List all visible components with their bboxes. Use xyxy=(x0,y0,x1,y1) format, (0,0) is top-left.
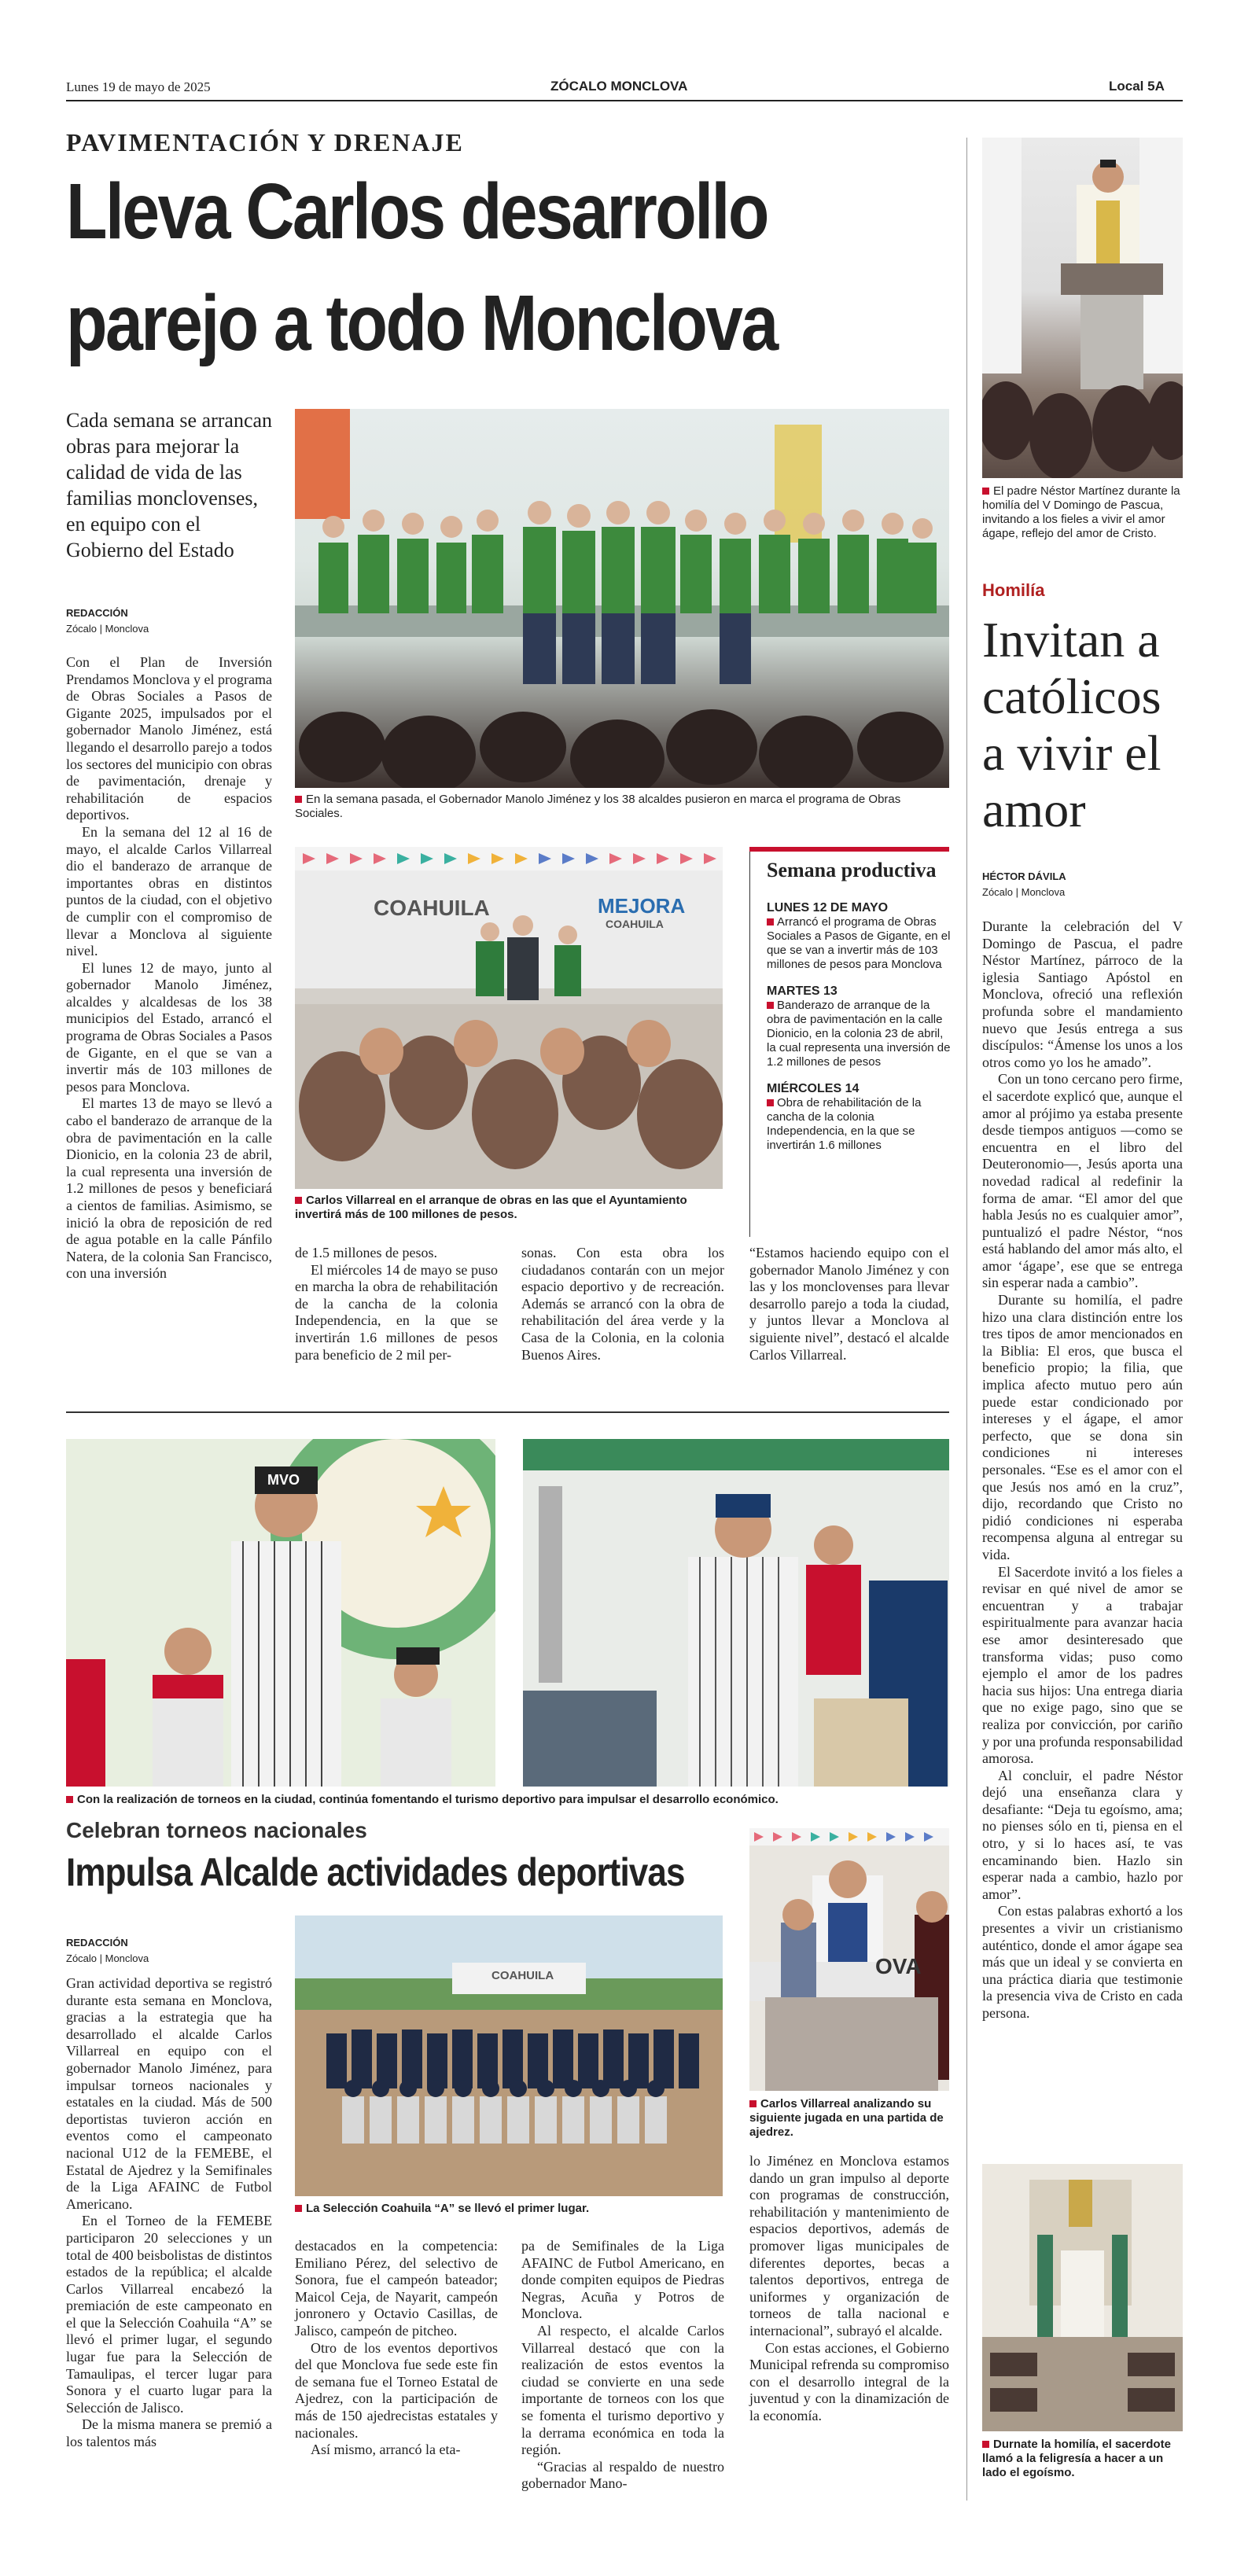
sidebar-divider xyxy=(749,852,750,1237)
sports-column-3 xyxy=(521,2238,724,2493)
sports-wide-caption xyxy=(66,1793,949,1807)
church-caption xyxy=(982,2438,1183,2480)
banner-coahuila-small: COAHUILA xyxy=(606,918,664,930)
right-headline: Invitan a católicos a vivir el amor xyxy=(982,612,1161,837)
sports-column-1 xyxy=(66,1975,272,2451)
chess-caption xyxy=(749,2097,949,2140)
chess-banner-text: OVA xyxy=(875,1954,922,1978)
chess-photo xyxy=(749,1828,949,2091)
main-byline-name: REDACCIÓN xyxy=(66,607,128,619)
main-headline-line2: parejo a todo Monclova xyxy=(66,279,777,367)
priest-photo xyxy=(982,138,1183,478)
priest-caption xyxy=(982,484,1183,541)
sidebar-title: Semana productiva xyxy=(767,859,937,881)
sports-column-2 xyxy=(295,2238,498,2459)
villarreal-event-photo xyxy=(295,847,723,1189)
sports-col2-paragraph: Así mismo, arrancó la eta- xyxy=(311,2442,461,2458)
main-headline-line1: Lleva Carlos desarrollo xyxy=(66,167,768,256)
right-section-tag: Homilía xyxy=(982,580,1045,600)
team-caption xyxy=(295,2202,723,2216)
sidebar-day-2: MARTES 13 xyxy=(767,984,838,998)
team-caption-text: La Selección Coahuila “A” se llevó el primer lugar. xyxy=(306,2202,590,2215)
masthead-rule xyxy=(66,100,1183,101)
church-photo xyxy=(982,2164,1183,2431)
fans-photo xyxy=(523,1439,949,1787)
caption-marker-icon xyxy=(295,2205,302,2212)
main-column-4 xyxy=(749,1245,949,1363)
main-col1-paragraph: El lunes 12 de mayo, junto al gobernador Manolo Jiménez, alcaldes y alcaldesas de los 38 municipios del Estado, arrancó el programa de Obras Sociales a Pasos de Gigante, en el que se van a invertir más de 103 millones de pesos para Monclova. xyxy=(66,959,272,1095)
issue-date: Lunes 19 de mayo de 2025 xyxy=(66,79,211,94)
cap-logo-text: MVO xyxy=(267,1472,300,1488)
sports-col4-paragraph: Con estas acciones, el Gobierno Municipal refrenda su compromiso con el desarrollo integral de la juventud y con la dinamización de la economía. xyxy=(749,2339,949,2423)
team-photo xyxy=(295,1915,723,2196)
sports-wide-caption-text: Con la realización de torneos en la ciudad, continúa fomentando el turismo deportivo para impulsar el desarrollo económico. xyxy=(77,1793,779,1806)
right-paragraph: Al concluir, el padre Néstor dejó una enseñanza clara y desafiante: “Deja tu egoísmo, ama; no pienses sólo en ti, piensa en el otro, y si lo haces así, te vas encaminando bien. Hazlo sin esperar nada a cambio, hazlo por amor”. xyxy=(982,1767,1183,1902)
governor-event-caption-text: En la semana pasada, el Gobernador Manolo Jiménez y los 38 alcaldes pusieron en marca el programa de Obras Sociales. xyxy=(295,793,901,820)
right-paragraph: Con estas palabras exhortó a los presentes a vivir un cristianismo auténtico, donde el amor ágape sea más que un ideal y se convierta en una práctica diaria que testimonie la presencia viva de Cristo en cada persona. xyxy=(982,1903,1183,2021)
sports-byline-name: REDACCIÓN xyxy=(66,1937,128,1949)
priest-caption-text: El padre Néstor Martínez durante la homilía del V Domingo de Pascua, invitando a los fieles a vivir el amor ágape, reflejo del amor de Cristo. xyxy=(982,484,1180,540)
priest-illustration xyxy=(982,138,1183,478)
main-col3-paragraph: sonas. Con esta obra los ciudadanos contarán con un mejor espacio deportivo y de recreación. Además se arrancó con la obra de rehabilitación del área verde y la Casa de la Colonia, en la colonia Buenos Aires. xyxy=(521,1245,724,1363)
caption-marker-icon xyxy=(295,796,302,803)
sports-col1-paragraph: En el Torneo de la FEMEBE participaron 20 selecciones y un total de 400 beisbolistas de distintos estados de la república; el alcalde Carlos Villarreal encabezó la premiación de este campeonato en el que la Selección Coahuila “A” se llevó el primer lugar, el segundo lugar fue para la Selección de Tamaulipas, el tercer lugar para Sonora y el cuarto lugar para la Selección de Jalisco. xyxy=(66,2213,272,2416)
governor-event-illustration xyxy=(295,409,949,788)
main-col2-paragraph: de 1.5 millones de pesos. xyxy=(295,1245,437,1260)
right-paragraph: Durante su homilía, el padre hizo una clara distinción entre los tres tipos de amor mencionados en la Biblia: El eros, que busca el beneficio propio; la filia, que implica afecto mutuo pero aún puede estar condicionado por intereses y el ágape, el amor perfecto, que se dona sin condiciones ni intereses personales. “Ese es el amor con el que Jesús nos amó en la cruz”, dijo, recordando que Cristo no pidió condiciones ni esperaba recompensa alguna al entregar su vida. xyxy=(982,1292,1183,1562)
main-column-3 xyxy=(521,1245,724,1363)
right-paragraph: El Sacerdote invitó a los fieles a revisar en qué nivel de amor se encuentran y a trabajar espiritualmente para avanzar hacia ese amor desinteresado que transforma vidas; puso como ejemplo el amor de los padres hacia sus hijos: Una entrega diaria que no exige pago, sino que se realiza por convicción, por cariño y por una profunda responsabilidad amorosa. xyxy=(982,1563,1183,1767)
governor-event-photo xyxy=(295,409,949,788)
church-caption-text: Durnate la homilía, el sacerdote llamó a la feligresía a hacer a un lado el egoísmo. xyxy=(982,2438,1171,2479)
bullet-icon xyxy=(767,1002,774,1009)
main-kicker: PAVIMENTACIÓN Y DRENAJE xyxy=(66,128,464,156)
main-col2-paragraph: El miércoles 14 de mayo se puso en marcha la obra de rehabilitación de la cancha de la colonia Independencia, en la que se invertirán 1.6 millones de pesos para beneficio de 2 mil per- xyxy=(295,1261,498,1363)
sidebar-text-1: Arrancó el programa de Obras Sociales a Pasos de Gigante, en el que se van a invertir más de 103 millones de pesos para Monclova xyxy=(767,915,951,971)
bullet-icon xyxy=(767,918,774,926)
governor-event-caption xyxy=(295,793,949,821)
main-column-1 xyxy=(66,654,272,1282)
main-col4-paragraph: “Estamos haciendo equipo con el gobernador Manolo Jiménez y con las y los monclovenses para llevar desarrollo parejo a toda la ciudad, y juntos llevar a Monclova al siguiente nivel”, destacó el alcalde Carlos Villarreal. xyxy=(749,1245,949,1363)
chess-caption-text: Carlos Villarreal analizando su siguiente jugada en una partida de ajedrez. xyxy=(749,2097,944,2139)
sports-col2-paragraph: destacados en la competencia: Emiliano Pérez, del selectivo de Sonora, fue el campeón bateador; Maicol Ceja, de Nayarit, campeón jonronero y Octavio Casillas, de Jalisco, campeón de pitcheo. xyxy=(295,2238,498,2339)
sidebar-day-3: MIÉRCOLES 14 xyxy=(767,1082,860,1095)
right-paragraph: Durante la celebración del V Domingo de Pascua, el padre Néstor Martínez, párroco de la iglesia Santiago Apóstol en Monclova, ofreció una reflexión profunda sobre el mandamiento nuevo que Jesús entrega a sus discípulos: “Ámense los unos a los otros como yo los he amado”. xyxy=(982,918,1183,1070)
caption-marker-icon xyxy=(66,1796,73,1803)
sidebar-accent-bar xyxy=(749,847,949,852)
banner-mejora: MEJORA xyxy=(598,894,686,918)
sports-headline: Impulsa Alcalde actividades deportivas xyxy=(66,1850,685,1894)
banner-coahuila: COAHUILA xyxy=(374,896,490,920)
sidebar-text-2: Banderazo de arranque de la obra de pavimentación en la calle Dionicio, en la colonia 23 de abril, la cual representa una inversión de 1.2 millones de pesos xyxy=(767,999,951,1069)
right-column-divider xyxy=(966,138,967,2501)
section-divider xyxy=(66,1411,949,1413)
church-illustration xyxy=(982,2164,1183,2431)
caption-marker-icon xyxy=(982,2441,989,2448)
award-photo xyxy=(66,1439,495,1787)
caption-marker-icon xyxy=(749,2100,757,2107)
sports-column-4 xyxy=(749,2153,949,2425)
sports-col1-paragraph: De la misma manera se premió a los talentos más xyxy=(66,2416,272,2450)
villarreal-event-caption-text: Carlos Villarreal en el arranque de obras en las que el Ayuntamiento invertirá más de 100 millones de pesos. xyxy=(295,1194,687,1221)
main-byline-place: Zócalo | Monclova xyxy=(66,623,149,635)
team-illustration xyxy=(295,1915,723,2196)
right-byline-name: HÉCTOR DÁVILA xyxy=(982,870,1066,882)
main-col1-paragraph: El martes 13 de mayo se llevó a cabo el banderazo de arranque de la obra de pavimentación en la calle Dionicio, en la colonia 23 de abril, la cual representa una inversión de 1.2 millones de pesos y beneficiará a cientos de familias. Asimismo, se inició la obra de reposición de red de agua potable en la calle Pánfilo Natera, de la colonia San Francisco, con una inversión xyxy=(66,1095,272,1282)
sports-col3-paragraph: “Gracias al respaldo de nuestro gobernador Mano- xyxy=(521,2458,724,2492)
caption-marker-icon xyxy=(982,488,989,495)
main-column-2 xyxy=(295,1245,498,1363)
sidebar-day-1: LUNES 12 DE MAYO xyxy=(767,901,889,914)
sidebar-list xyxy=(767,889,954,1153)
right-body xyxy=(982,918,1183,2022)
sports-byline-place: Zócalo | Monclova xyxy=(66,1952,149,1964)
section-page: Local 5A xyxy=(1109,79,1165,94)
main-col1-paragraph: Con el Plan de Inversión Prendamos Monclova y el programa de Obras Sociales a Pasos de Gigante 2025, impulsados por el gobernador Manolo Jiménez, está llegando el desarrollo parejo a todos los sectores del municipio con obras de pavimentación, drenaje y rehabilitación de espacios deportivos. xyxy=(66,654,272,823)
bullet-icon xyxy=(767,1099,774,1106)
fans-illustration xyxy=(523,1439,949,1787)
main-deck: Cada semana se arrancan obras para mejorar la calidad de vida de las familias monclovenses, en equipo con el Gobierno del Estado xyxy=(66,409,273,561)
paper-name: ZÓCALO MONCLOVA xyxy=(550,79,688,94)
sports-col3-paragraph: pa de Semifinales de la Liga AFAINC de Futbol Americano, en donde compiten equipos de Piedras Negras, Acuña y Potros de Monclova. xyxy=(521,2238,724,2322)
right-byline-place: Zócalo | Monclova xyxy=(982,886,1066,898)
sports-col3-paragraph: Al respecto, el alcalde Carlos Villarreal destacó que con la realización de estos eventos la ciudad se convierte en una sede importante de torneos con los que se fomenta el turismo deportivo y la derrama económica en toda la región. xyxy=(521,2322,724,2458)
team-banner-text: COAHUILA xyxy=(491,1969,554,1982)
award-illustration xyxy=(66,1439,495,1787)
sports-col4-paragraph: lo Jiménez en Monclova estamos dando un gran impulso al deporte con programas de construcción, rehabilitación y mantenimiento de espacios deportivos, además de promover ligas municipales de diferentes deportes, becas a talentos deportivos, entrega de uniformes y organización de torneos de talla nacional e internacional”, subrayó el alcalde. xyxy=(749,2153,949,2339)
sports-kicker: Celebran torneos nacionales xyxy=(66,1818,367,1842)
main-col1-paragraph: En la semana del 12 al 16 de mayo, el alcalde Carlos Villarreal dio el banderazo de arranque de importantes obras en distintos puntos de la ciudad, con el objetivo de cumplir con el compromiso de llevar a Monclova al siguiente nivel. xyxy=(66,823,272,959)
caption-marker-icon xyxy=(295,1197,302,1204)
sports-col2-paragraph: Otro de los eventos deportivos del que Monclova fue sede este fin de semana fue el Torneo Estatal de Ajedrez, con la participación de más de 150 ajedrecistas estatales y nacionales. xyxy=(295,2339,498,2441)
sports-col1-paragraph: Gran actividad deportiva se registró durante esta semana en Monclova, gracias a la estrategia que ha desarrollado el alcalde Carlos Villarreal en equipo con el gobernador Manolo Jiménez, para impulsar torneos nacionales y estatales en la ciudad. Más de 500 deportistas tuvieron acción en eventos como el campeonato nacional U12 de la FEMEBE, el Estatal de Ajedrez y la Semifinales de la Liga AFAINC de Futbol Americano. xyxy=(66,1975,272,2212)
right-paragraph: Con un tono cercano pero firme, el sacerdote explicó que, aunque el amor al prójimo ya estaba presente desde tiempos antiguos —como se encuentra en el libro del Deuteronomio—, Jesús aporta una novedad radical al redefinir la forma de amar. “El amor del que habla Jesús no es cualquier amor”, puntualizó el padre Néstor, “nos está hablando del amor más alto, el amor ‘ágape’, ese que se entrega sin esperar nada a cambio”. xyxy=(982,1071,1183,1291)
villarreal-event-caption xyxy=(295,1194,720,1222)
sidebar-text-3: Obra de rehabilitación de la cancha de la colonia Independencia, en la que se invertirán 1.6 millones xyxy=(767,1096,922,1152)
